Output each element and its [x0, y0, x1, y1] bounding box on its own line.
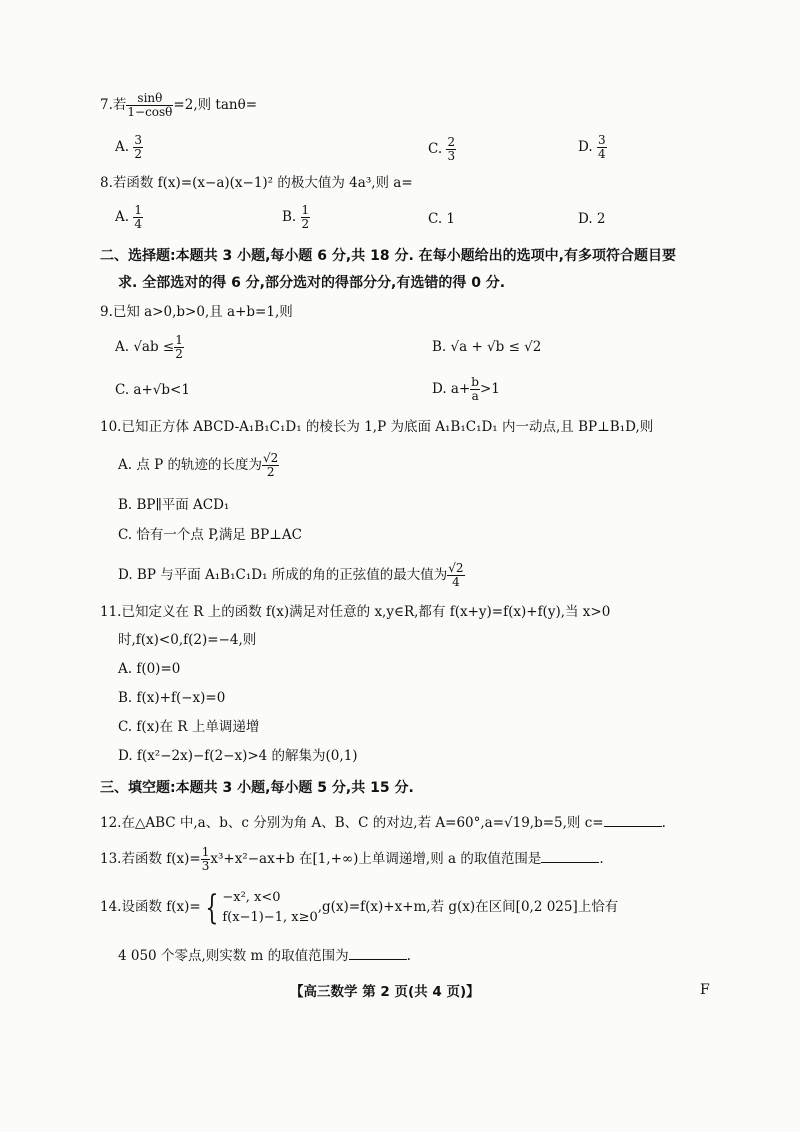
q8-option-a	[115, 204, 143, 231]
q14-brace: {	[205, 887, 219, 928]
q14-end: .	[406, 948, 411, 964]
q9-stem: 9.已知 a>0,b>0,且 a+b=1,则	[100, 304, 293, 320]
q14-stem	[100, 888, 618, 927]
q7-stem	[100, 92, 257, 119]
q11-stem-line1: 11.已知定义在 R 上的函数 f(x)满足对任意的 x,y∈R,都有 f(x+y)=f(x)+f(y),当 x>0	[100, 604, 611, 620]
q10-d-frac	[447, 562, 464, 589]
q12-answer-blank[interactable]	[604, 814, 662, 827]
q9-a-frac	[174, 334, 184, 361]
q14-prefix: 14.设函数 f(x)=	[100, 899, 201, 915]
q7-stem-prefix: 7.若	[100, 97, 127, 114]
page-footer: 【高三数学 第 2 页(共 4 页)】	[290, 984, 480, 1000]
q9-option-a	[115, 334, 184, 361]
q7-fraction	[126, 92, 173, 119]
q8-option-d: D. 2	[578, 211, 606, 227]
q10-a-num: √2	[263, 451, 279, 465]
q10-option-d	[118, 562, 465, 589]
q9-a-text: A. √ab ≤	[115, 339, 175, 356]
q8-stem: 8.若函数 f(x)=(x−a)(x−1)² 的极大值为 4a³,则 a=	[100, 175, 413, 191]
section3-heading: 三、填空题:本题共 3 小题,每小题 5 分,共 15 分.	[100, 780, 414, 796]
q7-frac-num: sinθ	[126, 92, 173, 106]
q7-option-d	[578, 134, 607, 161]
q8-a-label: A.	[115, 209, 130, 226]
q10-option-b: B. BP∥平面 ACD₁	[118, 497, 230, 513]
q9-d-den: a	[471, 389, 479, 404]
q13-frac	[201, 846, 211, 873]
q7-d-label: D.	[578, 139, 593, 156]
section2-heading-line2: 求. 全部选对的得 6 分,部分选对的得部分分,有选错的得 0 分.	[118, 275, 506, 291]
q10-option-a	[118, 452, 279, 479]
q7-c-num: 2	[447, 135, 456, 149]
q12-end: .	[661, 815, 666, 831]
q7-a-num: 3	[134, 133, 142, 147]
q14-answer-blank[interactable]	[349, 947, 407, 960]
q8-b-num: 1	[301, 203, 310, 217]
q7-a-label: A.	[115, 139, 130, 156]
version-mark: F	[700, 982, 710, 998]
q7-frac-den: 1−cosθ	[127, 105, 173, 120]
q13-stem	[100, 846, 604, 873]
q11-option-d: D. f(x²−2x)−f(2−x)>4 的解集为(0,1)	[118, 748, 358, 764]
q9-option-c: C. a+√b<1	[115, 382, 190, 398]
q13-answer-blank[interactable]	[541, 850, 599, 863]
q12-stem	[100, 814, 666, 831]
section2-heading-line1: 二、选择题:本题共 3 小题,每小题 6 分,共 18 分. 在每小题给出的选项中,有多项符合题目要	[100, 248, 676, 264]
q14-case2: f(x−1)−1, x≥0	[222, 909, 318, 925]
q10-d-den: 4	[452, 575, 460, 590]
q13-num: 1	[201, 845, 210, 859]
q8-a-frac	[133, 204, 143, 231]
q11-option-a: A. f(0)=0	[118, 661, 181, 677]
q8-option-c: C. 1	[428, 211, 456, 227]
q10-a-den: 2	[266, 465, 275, 480]
q14-case1: −x², x<0	[222, 890, 281, 905]
q8-b-den: 2	[301, 217, 310, 232]
q7-option-c	[428, 136, 456, 163]
q13-prefix: 13.若函数 f(x)=	[100, 851, 201, 868]
q9-option-d	[432, 376, 500, 403]
q9-a-den: 2	[175, 347, 183, 362]
q10-option-c: C. 恰有一个点 P,满足 BP⊥AC	[118, 527, 302, 543]
q14-cases	[222, 888, 317, 927]
q14-line2-text: 4 050 个零点,则实数 m 的取值范围为	[118, 948, 349, 964]
q14-text: ,g(x)=f(x)+x+m,若 g(x)在区间[0,2 025]上恰有	[317, 899, 619, 915]
q11-option-b: B. f(x)+f(−x)=0	[118, 690, 226, 706]
q9-d-num: b	[471, 375, 479, 389]
q12-stem-text: 12.在△ABC 中,a、b、c 分别为角 A、B、C 的对边,若 A=60°,a=√19,b=5,则 c=	[100, 815, 604, 831]
q13-text: x³+x²−ax+b 在[1,+∞)上单调递增,则 a 的取值范围是	[210, 851, 542, 868]
q11-stem-line2: 时,f(x)<0,f(2)=−4,则	[118, 632, 257, 648]
q10-a-text: A. 点 P 的轨迹的长度为	[118, 457, 262, 474]
q9-option-b: B. √a + √b ≤ √2	[432, 339, 542, 355]
q7-c-frac	[446, 136, 456, 163]
q13-den: 3	[201, 859, 210, 874]
q10-d-text: D. BP 与平面 A₁B₁C₁D₁ 所成的角的正弦值的最大值为	[118, 567, 448, 584]
q7-a-den: 2	[134, 147, 142, 162]
q9-d-prefix: D. a+	[432, 381, 471, 398]
q7-d-frac	[597, 134, 607, 161]
q8-b-frac	[301, 204, 311, 231]
q9-d-suffix: >1	[479, 381, 500, 398]
q7-option-a	[115, 134, 143, 161]
q8-b-label: B.	[282, 209, 297, 226]
q7-c-den: 3	[447, 149, 456, 164]
q7-a-frac	[133, 134, 143, 161]
q11-option-c: C. f(x)在 R 上单调递增	[118, 719, 260, 735]
q9-d-frac	[470, 376, 480, 403]
q9-a-num: 1	[175, 333, 183, 347]
q7-d-den: 4	[597, 147, 606, 162]
q7-c-label: C.	[428, 141, 443, 158]
q14-stem-line2	[118, 947, 411, 964]
q10-d-num: √2	[448, 561, 464, 575]
q10-a-frac	[262, 452, 279, 479]
q7-d-num: 3	[597, 133, 606, 147]
q7-stem-suffix: =2,则 tanθ=	[173, 97, 258, 114]
q8-option-b	[282, 204, 310, 231]
q8-a-den: 4	[134, 217, 142, 232]
q8-a-num: 1	[134, 203, 142, 217]
q10-stem: 10.已知正方体 ABCD-A₁B₁C₁D₁ 的棱长为 1,P 为底面 A₁B₁C₁D₁ 内一动点,且 BP⊥B₁D,则	[100, 419, 654, 435]
q13-end: .	[599, 851, 604, 868]
